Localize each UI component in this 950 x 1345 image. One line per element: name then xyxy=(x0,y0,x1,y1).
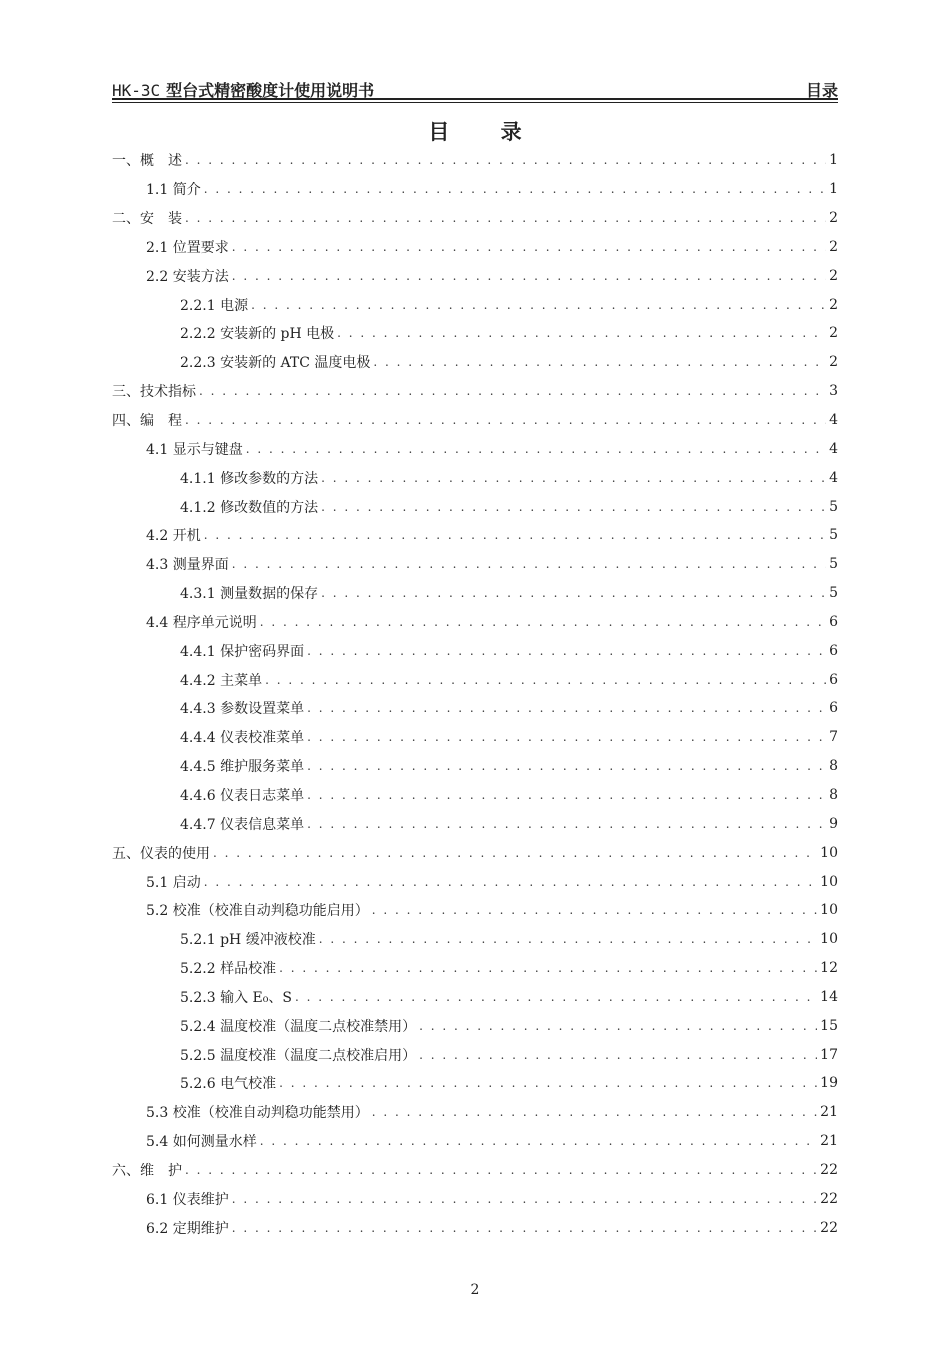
toc-entry-label: 2.2.3 安装新的 ATC 温度电极 xyxy=(180,355,371,372)
toc-entry-label: 5.2 校准（校准自动判稳功能启用） xyxy=(146,903,369,920)
toc-entry-page: 7 xyxy=(829,729,838,746)
toc-entry-label: 5.3 校准（校准自动判稳功能禁用） xyxy=(146,1105,369,1122)
toc-entry[interactable] xyxy=(112,233,838,262)
toc-entry-page: 2 xyxy=(829,354,838,371)
toc-entry-page: 4 xyxy=(829,469,838,486)
toc-entry-label: 4.3.1 测量数据的保存 xyxy=(180,586,319,603)
toc-entry-page: 19 xyxy=(820,1075,838,1092)
toc-leader-dots xyxy=(279,1076,817,1090)
toc-leader-dots xyxy=(232,557,826,571)
toc-entry-label: 4.4.3 参数设置菜单 xyxy=(180,701,305,718)
toc-entry[interactable] xyxy=(112,1213,838,1242)
toc-leader-dots xyxy=(185,211,826,225)
toc-leader-dots xyxy=(232,1221,817,1235)
toc-entry[interactable] xyxy=(112,636,838,665)
toc-entry-label: 五、仪表的使用 xyxy=(112,845,210,862)
toc-entry[interactable] xyxy=(112,1127,838,1156)
toc-leader-dots xyxy=(372,903,817,917)
toc-leader-dots xyxy=(337,326,826,340)
toc-entry-label: 4.4.1 保护密码界面 xyxy=(180,643,305,660)
toc-entry-label: 1.1 简介 xyxy=(146,182,201,199)
page-header xyxy=(112,76,838,100)
toc-entry[interactable] xyxy=(112,982,838,1011)
toc-entry-page: 22 xyxy=(820,1161,838,1178)
toc-entry[interactable] xyxy=(112,1098,838,1127)
toc-leader-dots xyxy=(419,1048,817,1062)
toc-entry-label: 2.2.1 电源 xyxy=(180,297,249,314)
toc-entry[interactable] xyxy=(112,694,838,723)
toc-entry[interactable] xyxy=(112,1156,838,1185)
toc-entry-page: 5 xyxy=(829,585,838,602)
toc-entry-label: 4.4.2 主菜单 xyxy=(180,672,263,689)
header-model: HK-3C xyxy=(112,81,161,100)
toc-leader-dots xyxy=(372,1105,817,1119)
toc-entry-page: 8 xyxy=(829,758,838,775)
header-rule xyxy=(112,102,838,103)
toc-title: 目 录 xyxy=(428,119,544,144)
toc-leader-dots xyxy=(251,298,826,312)
toc-entry[interactable] xyxy=(112,665,838,694)
toc-entry-page: 21 xyxy=(820,1104,838,1121)
toc-entry-label: 4.1.2 修改数值的方法 xyxy=(180,499,319,516)
toc-leader-dots xyxy=(232,269,826,283)
toc-entry[interactable] xyxy=(112,579,838,608)
toc-entry[interactable] xyxy=(112,348,838,377)
toc-entry-label: 4.4 程序单元说明 xyxy=(146,614,257,631)
toc-entry-page: 3 xyxy=(829,383,838,400)
toc-entry-page: 12 xyxy=(820,960,838,977)
toc-entry-page: 22 xyxy=(820,1190,838,1207)
toc-leader-dots xyxy=(319,932,817,946)
toc-entry[interactable] xyxy=(112,377,838,406)
toc-entry-page: 22 xyxy=(820,1219,838,1236)
toc-entry[interactable] xyxy=(112,1069,838,1098)
toc-entry[interactable] xyxy=(112,1184,838,1213)
toc-entry[interactable] xyxy=(112,492,838,521)
toc-entry-page: 9 xyxy=(829,815,838,832)
toc-entry-label: 5.2.2 样品校准 xyxy=(180,961,277,978)
toc-entry-label: 三、技术指标 xyxy=(112,384,196,401)
toc-entry[interactable] xyxy=(112,521,838,550)
toc-entry-page: 2 xyxy=(829,238,838,255)
toc-leader-dots xyxy=(321,500,826,514)
toc-entry-page: 21 xyxy=(820,1133,838,1150)
table-of-contents xyxy=(112,146,838,1242)
toc-entry[interactable] xyxy=(112,781,838,810)
toc-leader-dots xyxy=(185,153,826,167)
toc-entry-page: 5 xyxy=(829,556,838,573)
toc-entry-label: 5.2.6 电气校准 xyxy=(180,1076,277,1093)
toc-leader-dots xyxy=(419,1019,817,1033)
toc-entry-label: 4.1.1 修改参数的方法 xyxy=(180,470,319,487)
toc-leader-dots xyxy=(307,759,826,773)
toc-entry[interactable] xyxy=(112,896,838,925)
toc-entry-label: 4.2 开机 xyxy=(146,528,201,545)
header-title: 型台式精密酸度计使用说明书 xyxy=(166,81,375,100)
toc-entry-page: 1 xyxy=(829,152,838,169)
toc-leader-dots xyxy=(232,1192,817,1206)
toc-entry[interactable] xyxy=(112,1040,838,1069)
toc-entry[interactable] xyxy=(112,723,838,752)
toc-entry-page: 6 xyxy=(829,613,838,630)
toc-entry-label: 四、编 程 xyxy=(112,413,182,430)
toc-entry-label: 2.2 安装方法 xyxy=(146,268,229,285)
toc-leader-dots xyxy=(307,817,826,831)
toc-leader-dots xyxy=(307,730,826,744)
toc-leader-dots xyxy=(204,875,817,889)
toc-entry[interactable] xyxy=(112,867,838,896)
toc-entry-page: 4 xyxy=(829,412,838,429)
toc-entry-page: 10 xyxy=(820,902,838,919)
toc-entry[interactable] xyxy=(112,463,838,492)
toc-entry-label: 4.4.4 仪表校准菜单 xyxy=(180,730,305,747)
toc-leader-dots xyxy=(204,528,826,542)
toc-entry[interactable] xyxy=(112,954,838,983)
toc-entry-page: 2 xyxy=(829,267,838,284)
toc-leader-dots xyxy=(307,788,826,802)
toc-leader-dots xyxy=(260,615,826,629)
toc-entry-page: 5 xyxy=(829,527,838,544)
toc-entry-label: 6.2 定期维护 xyxy=(146,1220,229,1237)
toc-entry-label: 二、安 装 xyxy=(112,211,182,228)
toc-entry-page: 8 xyxy=(829,786,838,803)
toc-entry-page: 6 xyxy=(829,671,838,688)
toc-leader-dots xyxy=(260,1134,817,1148)
toc-leader-dots xyxy=(307,644,826,658)
toc-entry-label: 一、概 述 xyxy=(112,153,182,170)
toc-entry-label: 4.4.7 仪表信息菜单 xyxy=(180,816,305,833)
toc-entry[interactable] xyxy=(112,838,838,867)
toc-entry[interactable] xyxy=(112,608,838,637)
toc-entry-page: 6 xyxy=(829,642,838,659)
toc-leader-dots xyxy=(232,240,826,254)
toc-entry[interactable] xyxy=(112,290,838,319)
toc-entry[interactable] xyxy=(112,406,838,435)
toc-leader-dots xyxy=(321,471,826,485)
toc-entry-label: 2.2.2 安装新的 pH 电极 xyxy=(180,326,335,343)
toc-entry-page: 14 xyxy=(820,988,838,1005)
toc-leader-dots xyxy=(204,182,826,196)
toc-entry-page: 1 xyxy=(829,181,838,198)
toc-entry-label: 4.3 测量界面 xyxy=(146,557,229,574)
toc-leader-dots xyxy=(246,442,826,456)
toc-entry-page: 2 xyxy=(829,296,838,313)
toc-entry[interactable] xyxy=(112,319,838,348)
toc-entry-page: 10 xyxy=(820,931,838,948)
toc-entry[interactable] xyxy=(112,809,838,838)
toc-entry-page: 2 xyxy=(829,325,838,342)
toc-entry-page: 10 xyxy=(820,844,838,861)
toc-entry-page: 2 xyxy=(829,210,838,227)
toc-entry[interactable] xyxy=(112,550,838,579)
toc-entry-label: 5.1 启动 xyxy=(146,874,201,891)
toc-entry-label: 4.4.5 维护服务菜单 xyxy=(180,759,305,776)
toc-entry-label: 5.2.4 温度校准（温度二点校准禁用） xyxy=(180,1018,417,1035)
toc-entry[interactable] xyxy=(112,204,838,233)
toc-entry[interactable] xyxy=(112,434,838,463)
toc-leader-dots xyxy=(279,961,817,975)
toc-leader-dots xyxy=(373,355,826,369)
toc-entry[interactable] xyxy=(112,1011,838,1040)
header-left xyxy=(112,78,374,101)
toc-entry[interactable] xyxy=(112,175,838,204)
toc-leader-dots xyxy=(199,384,826,398)
toc-entry-label: 六、维 护 xyxy=(112,1162,182,1179)
toc-entry-label: 2.1 位置要求 xyxy=(146,239,229,256)
toc-leader-dots xyxy=(321,586,826,600)
toc-entry-label: 5.2.5 温度校准（温度二点校准启用） xyxy=(180,1047,417,1064)
page-number: 2 xyxy=(470,1282,480,1298)
toc-entry-page: 10 xyxy=(820,873,838,890)
toc-leader-dots xyxy=(185,413,826,427)
toc-leader-dots xyxy=(295,990,817,1004)
header-section: 目录 xyxy=(805,81,838,100)
toc-entry[interactable] xyxy=(112,752,838,781)
toc-entry-label: 5.2.3 输入 E₀、S xyxy=(180,989,292,1006)
toc-entry-label: 6.1 仪表维护 xyxy=(146,1191,229,1208)
toc-entry-page: 4 xyxy=(829,440,838,457)
toc-entry-label: 5.2.1 pH 缓冲液校准 xyxy=(180,932,316,949)
toc-entry[interactable] xyxy=(112,261,838,290)
toc-entry-page: 6 xyxy=(829,700,838,717)
toc-entry-page: 17 xyxy=(820,1046,838,1063)
toc-entry-label: 4.4.6 仪表日志菜单 xyxy=(180,787,305,804)
toc-leader-dots xyxy=(185,1163,817,1177)
toc-entry-page: 5 xyxy=(829,498,838,515)
toc-entry-label: 5.4 如何测量水样 xyxy=(146,1134,257,1151)
toc-leader-dots xyxy=(213,846,817,860)
toc-entry-label: 4.1 显示与键盘 xyxy=(146,441,243,458)
toc-leader-dots xyxy=(265,673,826,687)
toc-entry[interactable] xyxy=(112,146,838,175)
toc-entry-page: 15 xyxy=(820,1017,838,1034)
toc-entry[interactable] xyxy=(112,925,838,954)
toc-leader-dots xyxy=(307,701,826,715)
